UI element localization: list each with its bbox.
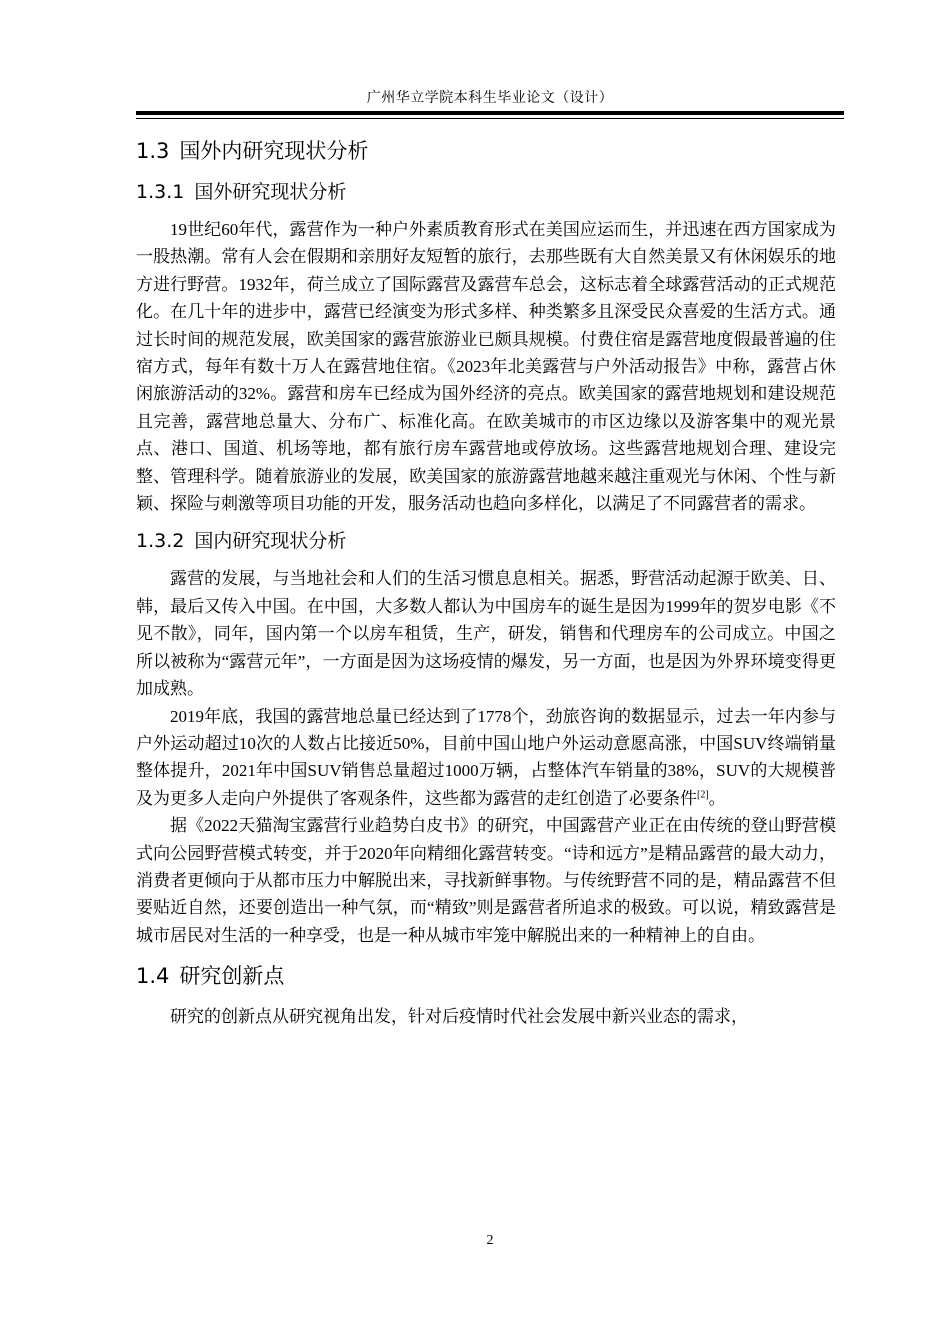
paragraph-domestic-research-1: 露营的发展，与当地社会和人们的生活习惯息息相关。据悉，野营活动起源于欧美、日、韩，最后又传入中国。在中国，大多数人都认为中国房车的诞生是因为1999年的贺岁电影《不见不散》，同年，国内第一个以房车租赁，生产，研发，销售和代理房车的公司成立。中国之所以被称为“露营元年”，一方面是因为这场疫情的爆发，另一方面，也是因为外界环境变得更加成熟。: [136, 569, 836, 699]
section-heading-1-4: [136, 959, 836, 993]
section-title: 国外研究现状分析: [194, 181, 347, 203]
paragraph-foreign-research: 19世纪60年代，露营作为一种户外素质教育形式在美国应运而生，并迅速在西方国家成为一股热潮。常有人会在假期和亲朋好友短暂的旅行，去那些既有大自然美景又有休闲娱乐的地方进行野营。1932年，荷兰成立了国际露营及露营车总会，这标志着全球露营活动的正式规范化。在几十年的进步中，露营已经演变为形式多样、种类繁多且深受民众喜爱的生活方式。通过长时间的规范发展，欧美国家的露营旅游业已颇具规模。付费住宿是露营地度假最普遍的住宿方式，每年有数十万人在露营地住宿。《2023年北美露营与户外活动报告》中称，露营占休闲旅游活动的32%。露营和房车已经成为国外经济的亮点。欧美国家的露营地规划和建设规范且完善，露营地总量大、分布广、标准化高。在欧美城市的市区边缘以及游客集中的观光景点、港口、国道、机场等地，都有旅行房车露营地或停放场。这些露营地规划合理、建设完整、管理科学。随着旅游业的发展，欧美国家的旅游露营地越来越注重观光与休闲、个性与新颖、探险与刺激等项目功能的开发，服务活动也趋向多样化，以满足了不同露营者的需求。: [136, 220, 836, 514]
section-number: 1.3: [136, 139, 170, 163]
paragraph-innovation: 研究的创新点从研究视角出发，针对后疫情时代社会发展中新兴业态的需求，: [170, 1007, 748, 1027]
header-rule-thin: [136, 118, 844, 119]
section-number: 1.4: [136, 964, 170, 989]
section-title: 研究创新点: [179, 964, 285, 989]
section-number: 1.3.1: [136, 181, 185, 203]
section-title: 国内研究现状分析: [194, 530, 347, 553]
section-number: 1.3.2: [136, 530, 185, 553]
paragraph-text: 2019年底，我国的露营地总量已经达到了1778个，劲旅咨询的数据显示，过去一年内参与户外运动超过10次的人数占比接近50%，目前中国山地户外运动意愿高涨，中国SUV终端销量整体提升，2021年中国SUV销售总量超过1000万辆，占整体汽车销量的38%，SUV的大规模普及为更多人走向户外提供了客观条件，这些都为露营的走红创造了必要条件: [136, 706, 836, 808]
section-heading-1-3-1: [136, 176, 836, 208]
paragraph-domestic-research-2: [136, 703, 836, 813]
citation-reference: [2]: [697, 789, 709, 801]
page-body: [136, 134, 836, 1031]
paragraph-end-punctuation: 。: [708, 788, 726, 808]
section-heading-1-3-2: [136, 525, 836, 557]
section-title: 国外内研究现状分析: [179, 139, 369, 163]
paragraph-domestic-research-3: 据《2022天猫淘宝露营行业趋势白皮书》的研究，中国露营产业正在由传统的登山野营模式向公园野营模式转变，并于2020年向精细化露营转变。“诗和远方”是精品露营的最大动力，消费者更倾向于从都市压力中解脱出来，寻找新鲜事物。与传统野营不同的是，精品露营不但要贴近自然，还要创造出一种气氛，而“精致”则是露营者所追求的极致。可以说，精致露营是城市居民对生活的一种享受，也是一种从城市牢笼中解脱出来的一种精神上的自由。: [136, 816, 836, 945]
header-rule-thick: [136, 111, 844, 115]
header-title: 广州华立学院本科生毕业论文（设计）: [366, 91, 614, 106]
section-heading-1-3: [136, 134, 836, 168]
page-number: 2: [486, 1233, 494, 1248]
